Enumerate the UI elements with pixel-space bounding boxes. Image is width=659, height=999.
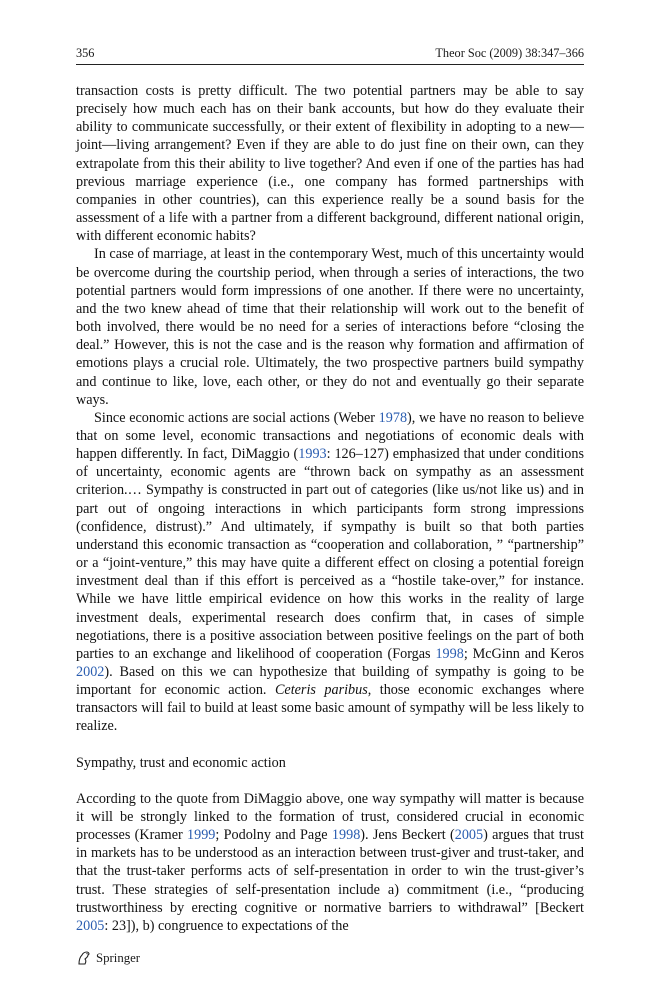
section-heading: Sympathy, trust and economic action <box>76 754 286 771</box>
paragraph-2: In case of marriage, at least in the contemporary West, much of this uncertainty would be overcome during the courtship period, when through a series of interactions, the two potential partners would form impressions of one another. If there were no uncertainty, and the two knew ahead of time that their relationship will work out to the benefit of both involved, there would be no need for a series of interactions before “closing the deal.” However, this is not the case and is the reason why formation and affirmation of emotions plays a crucial role. Ultimately, the two prospective partners build sympathy and continue to like, love, each other, or they do not and eventually go their separate ways. <box>76 246 584 408</box>
citation-link[interactable]: 1999 <box>187 827 216 844</box>
page-number: 356 <box>76 46 95 60</box>
text-run: , those economic exchanges where transactors will fail to build at least some basic amount of sympathy will be less likely to realize. <box>76 682 584 735</box>
text-run: : 23]), b) congruence to expectations of the <box>104 917 349 934</box>
text-run: : 126–127) emphasized that under conditions of uncertainty, economic agents are “thrown back on sympathy as an assessment criterion.… Sympathy is constructed in part out of categories (like us/not like us) and in part out of ongoing interactions in which participants form strong impressions (confidence, distrust).” And ultimately, if sympathy is built so that both parties understand this economic transaction as “cooperation and collaboration, ” “partnership” or a “joint-venture,” this may have quite a different effect on closing a potential foreign investment deal than if this effort is perceived as a “hostile take-over,” for instance. While we have little empirical evidence on how this works in the reality of large investment deals, experimental research does confirm that, in cases of simple negotiations, there is a positive association between positive feelings on the part of both parties to an exchange and likelihood of cooperation (Forgas <box>76 446 584 662</box>
text-run: According to the quote from DiMaggio above, one way sympathy will matter is because it will be strongly linked to the formation of trust, considered crucial in economic processes (Kramer <box>76 790 584 844</box>
publisher-name: Springer <box>96 950 141 965</box>
header-rule <box>76 64 584 65</box>
italic-phrase: Ceteris paribus <box>274 682 368 699</box>
spacer <box>76 772 584 790</box>
paragraph-1: transaction costs is pretty difficult. The two potential partners may be able to say precisely how much each has on their bank accounts, but how do they evaluate their ability to communicate successfully, or their extent of flexibility in adopting to a new—joint—living arrangement? Even if they are able to do just fine on their own, can they extrapolate from this their ability to live together? And even if one of the parties has had previous marriage experience (i.e., one company has formed partnerships with companies in other countries), can this experience really be a sound basis for the assessment of a life with a partner from a different background, different national origin, with different economic habits? <box>76 83 584 245</box>
springer-horse-icon <box>76 950 92 966</box>
journal-reference: Theor Soc (2009) 38:347–366 <box>435 46 584 60</box>
spacer <box>76 736 584 754</box>
citation-link[interactable]: 1978 <box>378 409 408 426</box>
text-run: Since economic actions are social actions (Weber <box>94 409 379 426</box>
article-body <box>76 82 584 935</box>
text-run: ). Based on this we can hypothesize that building of sympathy is going to be important for economic action. <box>76 664 584 699</box>
running-header <box>76 46 584 64</box>
text-run: ). Jens Beckert ( <box>360 827 455 844</box>
citation-link[interactable]: 2005 <box>76 917 105 934</box>
citation-link[interactable]: 2002 <box>76 664 105 680</box>
page-footer <box>76 948 140 968</box>
citation-link[interactable]: 1998 <box>331 827 361 844</box>
text-run: ) argues that trust in markets has to be understood as an interaction between trust-giver and trust-taker, and that the trust-taker performs acts of self-presentation in order to win the trust-giver’s trust. These strategies of self-presentation include a) commitment (i.e., “producing trustworthiness by erecting cognitive or normative barriers to withdrawal” [Beckert <box>76 827 585 916</box>
paragraph-4 <box>76 790 584 935</box>
text-run: ; McGinn and Keros <box>463 645 584 662</box>
citation-link[interactable]: 2005 <box>454 827 484 844</box>
text-run: ), we have no reason to believe that on some level, economic transactions and negotiations of economic deals with happen differently. In fact, DiMaggio ( <box>76 409 584 463</box>
citation-link[interactable]: 1993 <box>298 446 327 463</box>
paragraph-3 <box>76 409 584 736</box>
text-run: ; Podolny and Page <box>215 827 332 844</box>
citation-link[interactable]: 1998 <box>435 645 464 662</box>
